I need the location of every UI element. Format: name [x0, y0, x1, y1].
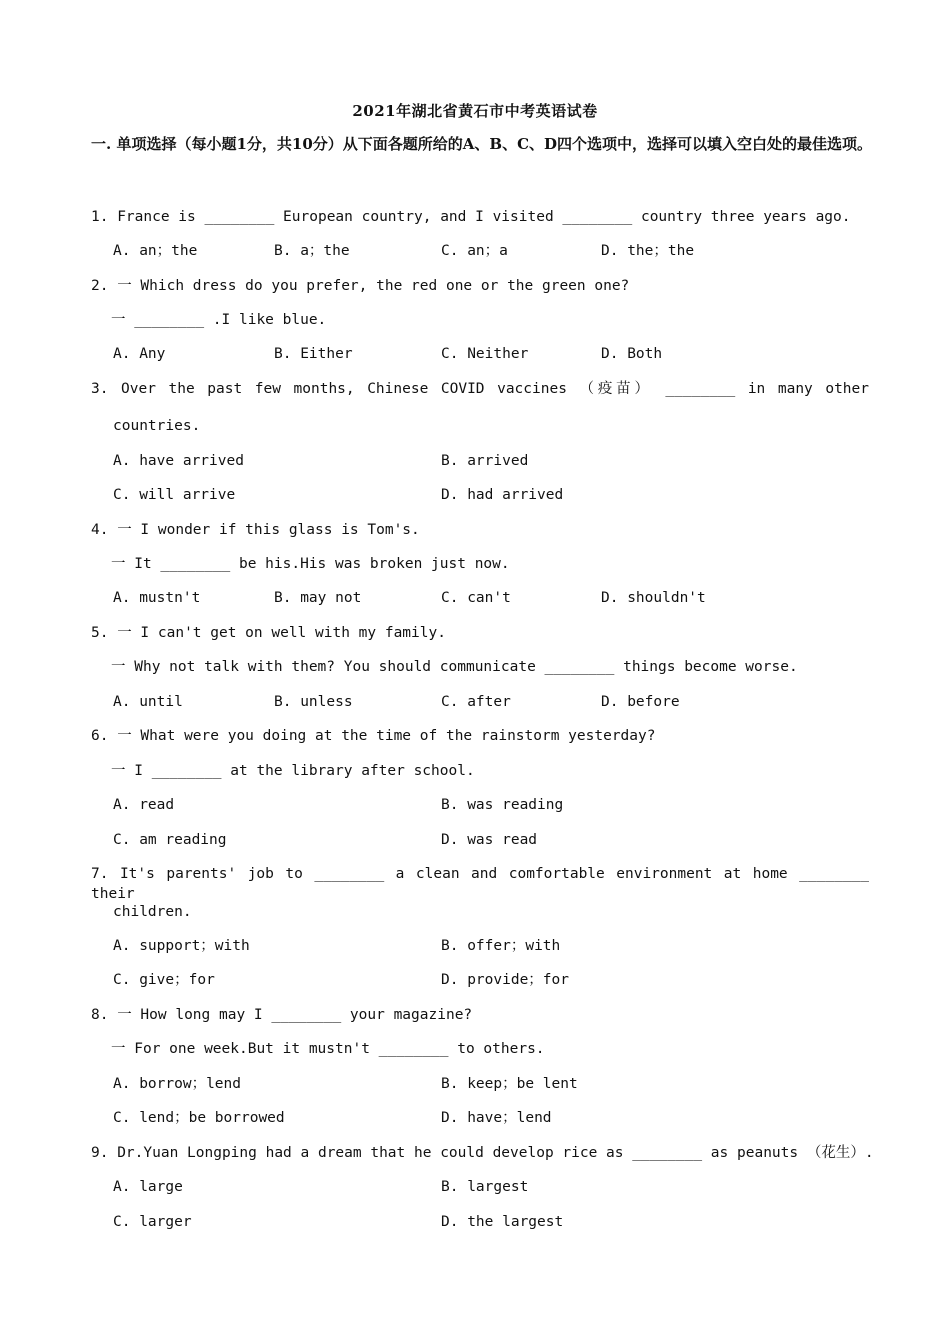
option-9b: B. largest	[441, 1179, 529, 1195]
option-2a: A. Any	[113, 346, 166, 362]
option-8b: B. keep；be lent	[441, 1076, 578, 1092]
option-8a: A. borrow；lend	[113, 1076, 241, 1092]
option-9a: A. large	[113, 1179, 183, 1195]
question-7-stem: 7. It's parents' job to ________ a clean and comfortable environment at home ________ their	[91, 866, 869, 902]
option-6b: B. was reading	[441, 797, 564, 813]
question-8-line2: 一 For one week.But it mustn't ________ to others.	[111, 1041, 545, 1057]
option-9c: C. larger	[113, 1214, 192, 1230]
option-1a: A. an；the	[113, 243, 198, 259]
question-4-stem: 4. 一 I wonder if this glass is Tom's.	[91, 522, 420, 538]
option-4c: C. can't	[441, 590, 511, 606]
option-7c: C. give；for	[113, 972, 215, 988]
option-7b: B. offer；with	[441, 938, 561, 954]
question-7-line2: children.	[113, 904, 192, 920]
option-2d: D. Both	[601, 346, 663, 362]
question-9-stem: 9. Dr.Yuan Longping had a dream that he could develop rice as ________ as peanuts （花生）.	[91, 1145, 874, 1161]
page-title: 2021年湖北省黄石市中考英语试卷	[352, 102, 598, 120]
question-5-line2: 一 Why not talk with them? You should communicate ________ things become worse.	[111, 659, 798, 675]
question-6-stem: 6. 一 What were you doing at the time of the rainstorm yesterday?	[91, 728, 656, 744]
question-6-line2: 一 I ________ at the library after school.	[111, 763, 475, 779]
option-4d: D. shouldn't	[601, 590, 706, 606]
option-5c: C. after	[441, 694, 511, 710]
option-2c: C. Neither	[441, 346, 529, 362]
option-4a: A. mustn't	[113, 590, 201, 606]
option-1c: C. an；a	[441, 243, 508, 259]
option-5b: B. unless	[274, 694, 353, 710]
option-2b: B. Either	[274, 346, 353, 362]
question-2-stem: 2. 一 Which dress do you prefer, the red one or the green one?	[91, 278, 630, 294]
option-9d: D. the largest	[441, 1214, 564, 1230]
section-heading: 一. 单项选择（每小题1分，共10分）从下面各题所给的A、B、C、D四个选项中，选择可以填入空白处的最佳选项。	[91, 135, 873, 153]
question-8-stem: 8. 一 How long may I ________ your magazine?	[91, 1007, 473, 1023]
option-8c: C. lend；be borrowed	[113, 1110, 285, 1126]
question-3-stem: 3. Over the past few months, Chinese COVID vaccines （疫苗） ________ in many other	[91, 381, 869, 397]
option-6d: D. was read	[441, 832, 538, 848]
option-6a: A. read	[113, 797, 175, 813]
option-3a: A. have arrived	[113, 453, 244, 469]
question-3-line2: countries.	[113, 418, 201, 434]
question-1-stem: 1. France is ________ European country, and I visited ________ country three years ago.	[91, 209, 851, 225]
option-3d: D. had arrived	[441, 487, 564, 503]
question-4-line2: 一 It ________ be his.His was broken just now.	[111, 556, 510, 572]
option-7d: D. provide；for	[441, 972, 569, 988]
option-7a: A. support；with	[113, 938, 250, 954]
question-5-stem: 5. 一 I can't get on well with my family.	[91, 625, 446, 641]
option-5d: D. before	[601, 694, 680, 710]
question-2-line2: 一 ________ .I like blue.	[111, 312, 327, 328]
option-8d: D. have；lend	[441, 1110, 552, 1126]
option-1d: D. the；the	[601, 243, 695, 259]
option-3c: C. will arrive	[113, 487, 236, 503]
option-1b: B. a；the	[274, 243, 350, 259]
option-6c: C. am reading	[113, 832, 227, 848]
option-5a: A. until	[113, 694, 183, 710]
option-3b: B. arrived	[441, 453, 529, 469]
option-4b: B. may not	[274, 590, 362, 606]
